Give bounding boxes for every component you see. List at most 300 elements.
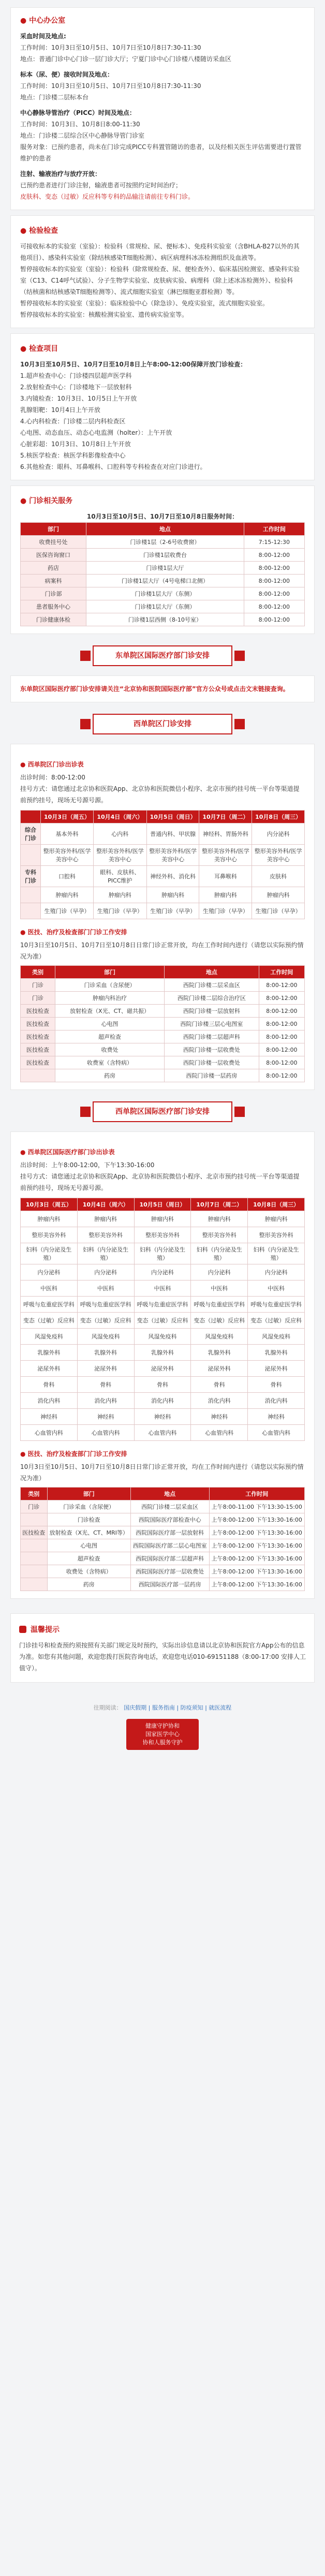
schedule-cell: 普通内科、甲状腺: [146, 823, 199, 845]
schedule-cell: 风湿免疫科: [77, 1329, 134, 1345]
schedule-cell: 肿瘤内科: [77, 1211, 134, 1227]
place-cell: 门诊楼1层西侧（8-10号室）: [86, 613, 244, 626]
schedule-cell: 骨科: [191, 1377, 248, 1393]
schedule-cell: 肿瘤内科: [134, 1211, 191, 1227]
table-cell: 西院门诊楼二层采血区: [130, 1500, 209, 1513]
badge-line: 健康守护协和: [145, 1723, 180, 1729]
table-cell: 医技检查: [21, 1043, 55, 1056]
west-intl-banner: 西单院区国际医疗部门诊安排: [93, 1101, 232, 1122]
schedule-cell: 呼吸与危重症医学科: [134, 1297, 191, 1313]
table-cell: 上午8:00-12:00 下午13:30-16:00: [209, 1526, 304, 1539]
col-header: 10月5日（周日）: [134, 1198, 191, 1211]
schedule-cell: 风湿免疫科: [21, 1329, 78, 1345]
table-row: [21, 1526, 305, 1539]
schedule-cell: 生殖门诊（早孕）: [199, 903, 252, 919]
table-cell: 8:00-12:00: [259, 1043, 304, 1056]
schedule-cell: 中医科: [21, 1280, 78, 1297]
schedule-cell: 骨科: [21, 1377, 78, 1393]
schedule-cell: 泌尿外科: [21, 1361, 78, 1377]
lab-card: [10, 215, 315, 328]
west-intl-time: 出诊时间：上午8:00-12:00，下午13:30-16:00: [20, 1161, 155, 1169]
table-cell: 西院门诊楼一层收费处: [165, 1056, 259, 1069]
table-cell: 8:00-12:00: [259, 1069, 304, 1082]
col-header: 工作时间: [259, 966, 304, 979]
table-row: [21, 1552, 305, 1565]
picc-place: 地点：门诊楼二层综合区中心静脉导管门诊室: [20, 132, 145, 139]
hours-header: [20, 495, 305, 506]
table-cell: 上午8:00-12:00 下午13:30-16:00: [209, 1565, 304, 1578]
table-cell: 西院国际医疗部二层超声科: [130, 1552, 209, 1565]
schedule-cell: 消化内科: [77, 1393, 134, 1409]
schedule-cell: 心血管内科: [191, 1425, 248, 1441]
schedule-cell: 神经科: [21, 1409, 78, 1425]
exam-row: 1.超声检查中心：门诊楼四层超声医学科: [20, 372, 132, 379]
schedule-cell: 整形美容外科: [134, 1227, 191, 1243]
schedule-cell: 生殖门诊（早孕）: [146, 903, 199, 919]
table-row: [21, 587, 305, 600]
col-header: 10月7日（周二）: [199, 811, 252, 823]
table-row: [21, 1264, 305, 1280]
schedule-cell: 心血管内科: [134, 1425, 191, 1441]
table-row: [21, 1361, 305, 1377]
table-cell: 西院门诊楼二层综合治疗区: [165, 992, 259, 1005]
exam-row: 6.其他检查：眼科、耳鼻喉科、口腔科等专科检查在对应门诊进行。: [20, 463, 206, 470]
table-cell: 8:00-12:00: [259, 1056, 304, 1069]
hours-sub: 10月3日至10月5日、10月7日至10月8日服务时间：: [86, 513, 239, 520]
schedule-cell: 变态（过敏）反应科: [191, 1313, 248, 1329]
west-banner: 西单院区门诊安排: [93, 714, 232, 734]
place-cell: 门诊楼1层大厅（东侧）: [86, 600, 244, 613]
footer-badge: [126, 1719, 199, 1750]
schedule-cell: 耳鼻喉科: [199, 866, 252, 887]
col-header: 10月5日（周日）: [146, 811, 199, 823]
col-header: 10月3日（周五）: [21, 1198, 78, 1211]
exam-intro: 10月3日至10月5日、10月7日至10月8日上午8:00-12:00保障开放门诊检查：: [20, 361, 247, 368]
col-header: 工作时间: [209, 1488, 304, 1500]
exam-row: 心脏彩超：10月3日、10月8日上午开放: [20, 440, 131, 448]
schedule-cell: 乳腺外科: [248, 1345, 305, 1361]
table-cell: 放射检查（X光、CT、MRI等）: [47, 1526, 130, 1539]
schedule-cell: 生殖门诊（早孕）: [252, 903, 305, 919]
schedule-cell: 泌尿外科: [191, 1361, 248, 1377]
col-header: 地点: [165, 966, 259, 979]
schedule-cell: 中医科: [134, 1280, 191, 1297]
picc-title: 中心静脉导管治疗（PICC）时间及地点：: [20, 109, 136, 116]
table-row: [21, 1513, 305, 1526]
table-row: [21, 1243, 305, 1264]
table-cell: 超声检查: [47, 1552, 130, 1565]
schedule-cell: 肿瘤内科: [248, 1211, 305, 1227]
west-service-sub: 10月3日至10月5日、10月7日至10月8日日常门诊正常开放，均在工作时间内进行（请您以实际预约情况为准）: [20, 941, 304, 960]
schedule-cell: 神经科、胃肠外科: [199, 823, 252, 845]
table-cell: 肿瘤内科治疗: [55, 992, 164, 1005]
table-row: [21, 1031, 305, 1043]
west-note: 挂号方式：请您通过北京协和医院App、北京协和医院微信小程序、北京市预约挂号统一平台等渠道提前预约挂号，现场无号源号源。: [20, 785, 300, 804]
table-row: [21, 1056, 305, 1069]
schedule-cell: 神经科: [134, 1409, 191, 1425]
schedule-cell: 内分泌科: [21, 1264, 78, 1280]
table-cell: 药房: [55, 1069, 164, 1082]
table-cell: 门诊: [21, 1500, 48, 1513]
col-header: 地点: [86, 523, 244, 536]
table-cell: 门诊: [21, 992, 55, 1005]
col-header: 10月7日（周二）: [191, 1198, 248, 1211]
table-cell: 西院国际医疗部一层放射科: [130, 1526, 209, 1539]
table-row: [21, 1578, 305, 1591]
table-row: [21, 887, 305, 903]
schedule-cell: 心血管内科: [248, 1425, 305, 1441]
table-row: [21, 823, 305, 845]
schedule-cell: 整形美容外科: [248, 1227, 305, 1243]
schedule-cell: 变态（过敏）反应科: [77, 1313, 134, 1329]
schedule-cell: 内分泌科: [134, 1264, 191, 1280]
time-cell: 8:00-12:00: [244, 575, 304, 587]
time-cell: 7:15-12:30: [244, 536, 304, 549]
schedule-cell: 生殖门诊（早孕）: [41, 903, 94, 919]
table-row: [21, 845, 305, 866]
schedule-cell: 神经科: [77, 1409, 134, 1425]
center-office-header: [20, 15, 305, 25]
schedule-cell: 消化内科: [21, 1393, 78, 1409]
reminder-title: 温馨提示: [31, 1626, 60, 1634]
table-cell: 西院国际医疗部检查中心: [130, 1513, 209, 1526]
table-cell: 收费处: [55, 1043, 164, 1056]
exam-row: 5.核医学检查：核医学科影像检查中心: [20, 452, 126, 459]
schedule-cell: 中医科: [191, 1280, 248, 1297]
schedule-cell: 神经科: [248, 1409, 305, 1425]
table-row: [21, 1227, 305, 1243]
table-row: [21, 1345, 305, 1361]
col-header: 10月8日（周三）: [248, 1198, 305, 1211]
schedule-cell: 呼吸与危重症医学科: [191, 1297, 248, 1313]
reminder-text: 门诊挂号和检查预约须按照有关部门规定及时预约，实际出诊信息请以北京协和医院官方App公布的信息为准。如您有其他问题，欢迎您拨打医院咨询电话，欢迎您电话010-69151188（8:00-17:00 安排人工值守）。: [19, 1642, 306, 1672]
lab-title: ● 检验检查: [20, 227, 58, 235]
schedule-cell: 泌尿外科: [134, 1361, 191, 1377]
treatment-line-1: 已预约患者进行门诊注射，输液患者可按照约定时间治疗；: [20, 182, 182, 189]
table-cell: [21, 1539, 48, 1552]
west-intl-note: 挂号方式：请您通过北京协和医院App、北京协和医院微信小程序、北京市预约挂号统一平台等渠道提前预约挂号，现场无号源号源。: [20, 1173, 300, 1191]
table-row: [21, 1329, 305, 1345]
schedule-cell: 肿瘤内科: [191, 1211, 248, 1227]
specimen-place: 地点：门诊楼二层标本台: [20, 94, 89, 101]
table-row: [21, 1018, 305, 1031]
badge-line: 国家医学中心: [145, 1731, 180, 1738]
schedule-cell: 整形美容外科: [77, 1227, 134, 1243]
west-schedule-table: [20, 810, 305, 919]
row-category: 专科门诊: [21, 866, 41, 887]
table-row: [21, 1409, 305, 1425]
table-row: [21, 1393, 305, 1409]
schedule-cell: 整形美容外科: [191, 1227, 248, 1243]
dept-cell: 收费挂号处: [21, 536, 86, 549]
table-cell: 上午8:00-12:00 下午13:30-16:00: [209, 1513, 304, 1526]
table-cell: 8:00-12:00: [259, 1018, 304, 1031]
dept-cell: 医保咨询窗口: [21, 549, 86, 562]
schedule-cell: 骨科: [134, 1377, 191, 1393]
col-header: 类别: [21, 966, 55, 979]
schedule-cell: 肿瘤内科: [199, 887, 252, 903]
header-title: ● 中心办公室: [20, 17, 66, 25]
table-cell: 西院国际医疗部一层收费处: [130, 1565, 209, 1578]
table-cell: 西院国际医疗部二层心电图室: [130, 1539, 209, 1552]
schedule-cell: 整形美容外科: [21, 1227, 78, 1243]
dept-cell: 药店: [21, 562, 86, 575]
schedule-cell: 整形美容外科/医学美容中心: [93, 845, 146, 866]
schedule-cell: 心血管内科: [77, 1425, 134, 1441]
reminder-box: [10, 1613, 315, 1683]
picc-time: 工作时间：10月3日、10月8日8:00-11:30: [20, 121, 140, 128]
table-cell: 西院门诊楼一层收费处: [165, 1043, 259, 1056]
table-row: [21, 1565, 305, 1578]
table-cell: 门诊检查: [47, 1513, 130, 1526]
table-row: [21, 549, 305, 562]
schedule-cell: 基本外科: [41, 823, 94, 845]
table-row: [21, 1211, 305, 1227]
col-header: 10月3日（周五）: [41, 811, 94, 823]
table-cell: 放射检查（X光、CT、磁共振）: [55, 1005, 164, 1018]
col-header: 10月8日（周三）: [252, 811, 305, 823]
table-cell: 西院门诊楼二层采血区: [165, 979, 259, 992]
schedule-cell: 呼吸与危重症医学科: [248, 1297, 305, 1313]
schedule-cell: 皮肤科: [252, 866, 305, 887]
table-cell: 医技检查: [21, 1005, 55, 1018]
schedule-cell: 内分泌科: [77, 1264, 134, 1280]
schedule-cell: 肿瘤内科: [93, 887, 146, 903]
schedule-cell: 肿瘤内科: [21, 1211, 78, 1227]
table-cell: [21, 1565, 48, 1578]
table-cell: [21, 1069, 55, 1082]
table-row: [21, 1069, 305, 1082]
schedule-cell: 内分泌科: [252, 823, 305, 845]
schedule-cell: 内分泌科: [248, 1264, 305, 1280]
schedule-cell: 口腔科: [41, 866, 94, 887]
schedule-cell: 肿瘤内科: [146, 887, 199, 903]
west-intl-service-title: ● 医技、治疗及检查部门门诊工作安排: [20, 1450, 127, 1458]
hours-card: [10, 485, 315, 634]
schedule-cell: 风湿免疫科: [248, 1329, 305, 1345]
schedule-cell: 变态（过敏）反应科: [134, 1313, 191, 1329]
schedule-cell: 肿瘤内科: [252, 887, 305, 903]
dept-cell: 门诊部: [21, 587, 86, 600]
schedule-cell: 泌尿外科: [248, 1361, 305, 1377]
west-intl-service-table: [20, 1487, 305, 1591]
table-row: [21, 1377, 305, 1393]
table-cell: 门诊采血（含尿便）: [47, 1500, 130, 1513]
table-row: [21, 536, 305, 549]
table-cell: 西院门诊楼一层放射科: [165, 1005, 259, 1018]
schedule-cell: 中医科: [248, 1280, 305, 1297]
exam-row: 乳腺钼靶：10月4日上午开放: [20, 406, 100, 414]
schedule-cell: 整形美容外科/医学美容中心: [41, 845, 94, 866]
schedule-cell: 妇科（内分泌及生殖）: [21, 1243, 78, 1264]
table-cell: [21, 1578, 48, 1591]
place-cell: 门诊楼1层大厅（东侧）: [86, 587, 244, 600]
place-cell: 门诊楼1层大厅（4号电梯口北侧）: [86, 575, 244, 587]
schedule-cell: 风湿免疫科: [134, 1329, 191, 1345]
hours-table: [20, 522, 305, 626]
schedule-cell: 内分泌科: [191, 1264, 248, 1280]
col-header: 10月4日（周六）: [77, 1198, 134, 1211]
schedule-cell: 消化内科: [191, 1393, 248, 1409]
exam-row: 2.放射检查中心：门诊楼地下一层放射科: [20, 384, 132, 391]
dept-cell: 患者服务中心: [21, 600, 86, 613]
col-header: 10月4日（周六）: [93, 811, 146, 823]
table-row: [21, 1500, 305, 1513]
east-banner: 东单院区国际医疗部门诊安排: [93, 645, 232, 666]
table-row: [21, 1043, 305, 1056]
table-cell: 8:00-12:00: [259, 992, 304, 1005]
treatment-title: 注射、输液治疗与放疗开放：: [20, 170, 101, 178]
col-header: 工作时间: [244, 523, 304, 536]
schedule-cell: 妇科（内分泌及生殖）: [248, 1243, 305, 1264]
table-row: [21, 979, 305, 992]
table-cell: 心电图: [47, 1539, 130, 1552]
row-category: [21, 903, 41, 919]
schedule-cell: 肿瘤内科: [41, 887, 94, 903]
table-cell: 上午8:00-11:00 下午13:30-15:00: [209, 1500, 304, 1513]
badge-line: 协和人服务守护: [142, 1739, 183, 1746]
time-cell: 8:00-12:00: [244, 587, 304, 600]
schedule-cell: 乳腺外科: [77, 1345, 134, 1361]
schedule-cell: 呼吸与危重症医学科: [21, 1297, 78, 1313]
table-row: [21, 613, 305, 626]
schedule-cell: 整形美容外科/医学美容中心: [252, 845, 305, 866]
row-category: [21, 887, 41, 903]
schedule-cell: 乳腺外科: [21, 1345, 78, 1361]
lab-item: 暂停接收标本的实验室：核酸检测实验室、遗传病实验室等。: [20, 311, 188, 318]
table-row: [21, 903, 305, 919]
table-row: [21, 1005, 305, 1018]
table-cell: 收费室（含特病）: [55, 1056, 164, 1069]
schedule-cell: 乳腺外科: [134, 1345, 191, 1361]
table-row: [21, 1280, 305, 1297]
col-header: 部门: [21, 523, 86, 536]
time-cell: 8:00-12:00: [244, 613, 304, 626]
row-category: [21, 845, 41, 866]
dept-cell: 病案科: [21, 575, 86, 587]
west-time: 出诊时间：8:00-12:00: [20, 774, 85, 781]
west-card: [10, 744, 315, 1090]
schedule-cell: 妇科（内分泌及生殖）: [134, 1243, 191, 1264]
table-cell: 西院门诊楼三层心电图室: [165, 1018, 259, 1031]
schedule-cell: 骨科: [248, 1377, 305, 1393]
lab-item: 暂停接收标本的实验室（室验）：检验科（除常规检查、尿、便检查外）、临床基因检测室、感染科实验室（C13、C14呼气试验）、分子生物学实验室、皮肤病实验、病理科（除上述冰冻检测外）、检验科（结核菌和结核感染T细胞检测等）、流式细胞实验室（淋巴细胞亚群检测）等。: [20, 266, 300, 296]
west-intl-schedule-table: [20, 1198, 305, 1441]
blood-place: 地点：普通门诊中心门诊一层门诊大厅；宁夏门诊中心门诊楼八楼随访采血区: [20, 55, 232, 63]
row-category: 综合门诊: [21, 823, 41, 845]
table-cell: 上午8:00-12:00 下午13:30-16:00: [209, 1539, 304, 1552]
picc-note: 服务对象：已预约患者，尚未在门诊完成PICC专科置管随访的患者，以及经相关医生评估需要进行置管维护的患者: [20, 143, 302, 162]
schedule-cell: 消化内科: [134, 1393, 191, 1409]
table-cell: 8:00-12:00: [259, 1005, 304, 1018]
lab-header: [20, 225, 305, 235]
table-cell: 医技检查: [21, 1526, 48, 1539]
reminder-icon: [19, 1626, 26, 1633]
hours-title: ● 门诊相关服务: [20, 497, 73, 505]
exam-card: [10, 333, 315, 480]
table-row: [21, 1297, 305, 1313]
table-cell: 上午8:00-12:00 下午13:30-16:00: [209, 1578, 304, 1591]
schedule-cell: 心内科: [93, 823, 146, 845]
table-cell: 上午8:00-12:00 下午13:30-16:00: [209, 1552, 304, 1565]
blood-time: 工作时间：10月3日至10月5日、10月7日至10月8日7:30-11:30: [20, 44, 201, 51]
schedule-cell: 整形美容外科/医学美容中心: [199, 845, 252, 866]
table-cell: 医技检查: [21, 1031, 55, 1043]
schedule-cell: 生殖门诊（早孕）: [93, 903, 146, 919]
table-cell: 医技检查: [21, 1056, 55, 1069]
east-card: [10, 675, 315, 702]
table-cell: [21, 1552, 48, 1565]
schedule-cell: 泌尿外科: [77, 1361, 134, 1377]
table-row: [21, 866, 305, 887]
treatment-line-2: 皮肤科、变态（过敏）反应科等专科的品输注请前往专科门诊。: [20, 193, 195, 200]
schedule-cell: 妇科（内分泌及生殖）: [191, 1243, 248, 1264]
schedule-cell: 中医科: [77, 1280, 134, 1297]
table-cell: 门诊: [21, 979, 55, 992]
col-header: 地点: [130, 1488, 209, 1500]
west-service-table: [20, 965, 305, 1082]
table-cell: [21, 1513, 48, 1526]
exam-row: 3.内镜检查：10月3日、10月5日上午开放: [20, 395, 137, 402]
schedule-cell: 呼吸与危重症医学科: [77, 1297, 134, 1313]
schedule-cell: 消化内科: [248, 1393, 305, 1409]
west-sub-title: ● 西单院区门诊出诊表: [20, 761, 84, 768]
table-cell: 门诊采血（含尿便）: [55, 979, 164, 992]
place-cell: 门诊楼1层收费台: [86, 549, 244, 562]
footer-links[interactable]: 国庆假期 | 服务指南 | 防疫须知 | 就医流程: [124, 1704, 232, 1711]
table-row: [21, 1313, 305, 1329]
table-row: [21, 575, 305, 587]
east-notice: 东单院区国际医疗部门诊安排请关注“北京协和医院国际医疗部”官方公众号或点击文末链接查询。: [20, 685, 289, 693]
time-cell: 8:00-12:00: [244, 549, 304, 562]
lab-item: 可接收标本的实验室（室验）：检验科（常规检、尿、便标本）、免疫科实验室（含BHLA-B27以外的其他项目）、感染科实验室（除结核感染T细胞检测）、病区病理科冰冻检测组织及血液等。: [20, 243, 300, 261]
col-header: 部门: [55, 966, 164, 979]
blood-title: 采血时间及地点:: [20, 33, 66, 40]
dept-cell: 门诊健康体检: [21, 613, 86, 626]
schedule-cell: 整形美容外科/医学美容中心: [146, 845, 199, 866]
table-cell: 医技检查: [21, 1018, 55, 1031]
schedule-cell: 眼科、皮肤科、PICC维护: [93, 866, 146, 887]
table-cell: 药房: [47, 1578, 130, 1591]
table-cell: 超声检查: [55, 1031, 164, 1043]
col-header: [21, 811, 41, 823]
exam-header: [20, 343, 305, 354]
footer-link-label: 往期阅读：: [93, 1704, 122, 1711]
table-row: [21, 600, 305, 613]
schedule-cell: 神经科: [191, 1409, 248, 1425]
exam-row: 心电图、动态血压、动态心电监测（holter）：上午开放: [20, 429, 172, 436]
schedule-cell: 骨科: [77, 1377, 134, 1393]
table-cell: 西院门诊楼一层药房: [165, 1069, 259, 1082]
schedule-cell: 变态（过敏）反应科: [21, 1313, 78, 1329]
place-cell: 门诊楼1层大厅: [86, 562, 244, 575]
footer-nav: [0, 1703, 325, 1712]
lab-item: 暂停接收标本的实验室（室验）：临床检验中心（除急诊）、免疫实验室，流式细胞实验室。: [20, 300, 269, 307]
table-row: [21, 1539, 305, 1552]
west-intl-service-sub: 10月3日至10月5日、10月7日至10月8日日常门诊正常开放，均在工作时间内进行（请您以实际预约情况为准）: [20, 1463, 304, 1482]
col-header: 类别: [21, 1488, 48, 1500]
exam-title: ● 检查项目: [20, 345, 58, 353]
table-cell: 8:00-12:00: [259, 979, 304, 992]
table-cell: 8:00-12:00: [259, 1031, 304, 1043]
table-cell: 西院国际医疗部一层药房: [130, 1578, 209, 1591]
time-cell: 8:00-12:00: [244, 600, 304, 613]
table-row: [21, 992, 305, 1005]
schedule-cell: 变态（过敏）反应科: [248, 1313, 305, 1329]
table-row: [21, 1425, 305, 1441]
west-service-title: ● 医技、治疗及检查部门门诊工作安排: [20, 929, 127, 936]
schedule-cell: 心血管内科: [21, 1425, 78, 1441]
